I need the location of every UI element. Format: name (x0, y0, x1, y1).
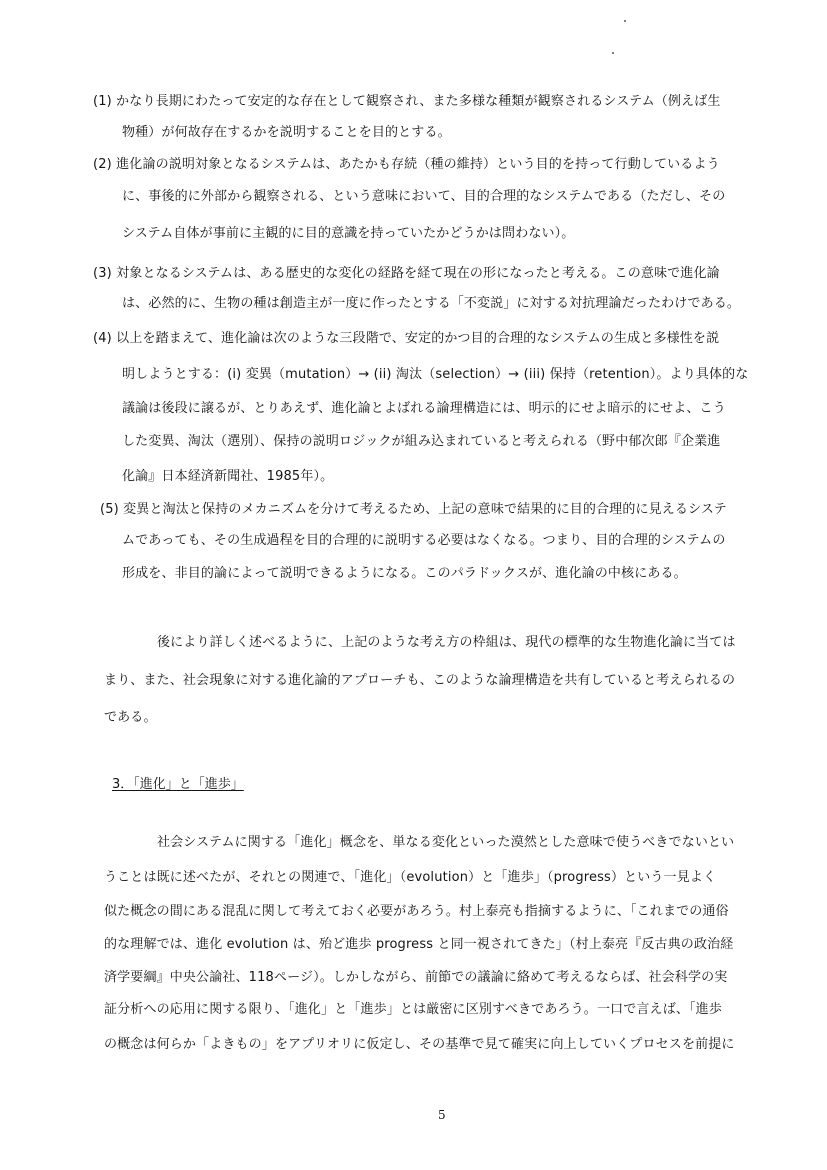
text-line: の概念は何らか「よきもの」をアプリオリに仮定し、その基準で見て確実に向上していくプロセスを前提に (104, 1037, 735, 1052)
page-number: 5 (438, 1108, 446, 1122)
text-line: (3) 対象となるシステムは、ある歴史的な変化の経路を経て現在の形になったと考える。この意味で進化論 (93, 266, 720, 281)
text-line: (2) 進化論の説明対象となるシステムは、あたかも存続（種の維持）という目的を持って行動しているよう (93, 157, 720, 172)
text-line: 後により詳しく述べるように、上記のような考え方の枠組は、現代の標準的な生物進化論に当ては (157, 635, 736, 650)
text-line: 化論』日本経済新聞社、1985年）。 (122, 469, 334, 484)
text-line: (4) 以上を踏まえて、進化論は次のような三段階で、安定的かつ目的合理的なシステムの生成と多様性を説 (93, 331, 720, 346)
text-line: した変異、淘汰（選別）、保持の説明ロジックが組み込まれていると考えられる（野中郁次郎『企業進 (122, 434, 721, 449)
text-line: 物種）が何故存在するかを説明することを目的とする。 (122, 125, 451, 140)
scan-speck (612, 52, 614, 54)
text-line: 済学要綱』中央公論社、118ページ）。しかしながら、前節での議論に絡めて考えるならば、社会科学の実 (104, 970, 728, 985)
text-line: である。 (104, 710, 157, 725)
text-line: 証分析への応用に関する限り、「進化」と「進歩」とは厳密に区別すべきであろう。一口で言えば、「進歩 (104, 1002, 722, 1017)
text-line: 似た概念の間にある混乱に関して考えておく必要があろう。村上泰亮も指摘するように、「これまでの通俗 (104, 904, 729, 919)
text-line: 社会システムに関する「進化」概念を、単なる変化といった漠然とした意味で使うべきでないとい (157, 835, 735, 850)
text-line: 明しようとする：(i) 変異（mutation）→ (ii) 淘汰（selection）→ (iii) 保持（retention）。より具体的な (122, 367, 749, 382)
text-line: システム自体が事前に主観的に目的意識を持っていたかどうかは問わない）。 (122, 226, 575, 241)
text-line: ムであっても、その生成過程を目的合理的に説明する必要はなくなる。つまり、目的合理的システムの (122, 533, 726, 548)
text-line: 形成を、非目的論によって説明できるようになる。このパラドックスが、進化論の中核にある。 (122, 566, 687, 581)
text-line: 議論は後段に譲るが、とりあえず、進化論とよばれる論理構造には、明示的にせよ暗示的にせよ、こう (122, 401, 726, 416)
scan-speck (624, 20, 626, 22)
text-line: 的な理解では、進化 evolution は、殆ど進歩 progress と同一視されてきた」（村上泰亮『反古典の政治経 (104, 937, 734, 952)
section-heading: 3．「進化」と「進歩」 (112, 777, 244, 792)
text-line: うことは既に述べたが、それとの関連で、「進化」（evolution）と「進歩」（progress）という一見よく (104, 870, 717, 885)
text-line: まり、また、社会現象に対する進化論的アプローチも、このような論理構造を共有していると考えられるの (104, 673, 736, 688)
text-line: (1) かなり長期にわたって安定的な存在として観察され、また多様な種類が観察されるシステム（例えば生 (93, 94, 721, 109)
text-line: (5) 変異と淘汰と保持のメカニズムを分けて考えるため、上記の意味で結果的に目的合理的に見えるシステ (100, 502, 727, 517)
text-line: は、必然的に、生物の種は創造主が一度に作ったとする「不変説」に対する対抗理論だったわけである。 (122, 296, 741, 311)
text-line: に、事後的に外部から観察される、という意味において、目的合理的なシステムである（ただし、その (122, 189, 726, 204)
